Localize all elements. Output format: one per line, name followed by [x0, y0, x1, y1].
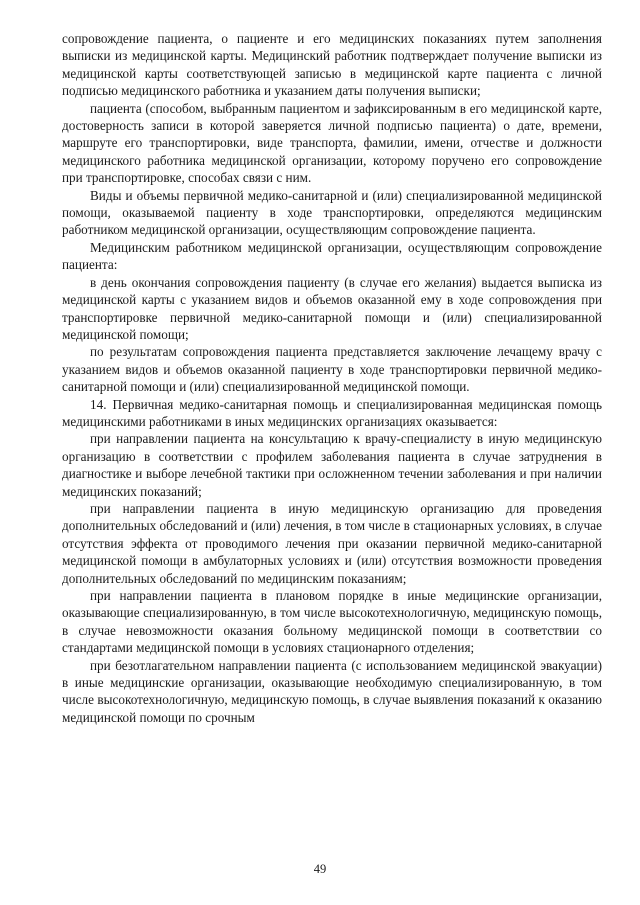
paragraph-5: в день окончания сопровождения пациенту (в случае его желания) выдается выписка из медицинской карты с указанием видов и объемов оказанной ему в ходе сопровождения при транспортировке первичной медико-санитарной помощи и (или) специализированной медицинской помощи;	[62, 274, 602, 342]
paragraph-10: при направлении пациента в плановом порядке в иные медицинские организации, оказывающие специализированную, в том числе высокотехнологичную, медицинскую помощь, в случае невозможности оказания больному медицинской помощи в соответствии со стандартами медицинской помощи в условиях стационарного отделения;	[62, 588, 602, 656]
paragraph-7: 14. Первичная медико-санитарная помощь и специализированная медицинская помощь медицинскими работниками в иных медицинских организациях оказывается:	[62, 396, 602, 429]
document-body	[62, 30, 602, 726]
paragraph-2: пациента (способом, выбранным пациентом и зафиксированным в его медицинской карте, достоверность записи в которой заверяется личной подписью пациента) о дате, времени, маршруте его транспортировки, виде транспорта, фамилии, имени, отчестве и должности медицинского работника медицинской организации, которому поручено его сопровождение при транспортировке, способах связи с ним.	[62, 100, 602, 186]
paragraph-4: Медицинским работником медицинской организации, осуществляющим сопровождение пациента:	[62, 239, 602, 273]
paragraph-6: по результатам сопровождения пациента представляется заключение лечащему врачу с указанием видов и объемов оказанной пациенту в ходе транспортировки первичной медико-санитарной помощи и (или) специализированной медицинской помощи.	[62, 344, 602, 395]
page-number: 49	[313, 862, 327, 876]
paragraph-11: при безотлагательном направлении пациента (с использованием медицинской эвакуации) в иные медицинские организации, оказывающие необходимую специализированную, в том числе высокотехнологичную, медицинскую помощь, в случае выявления показаний к оказанию медицинской помощи по срочным	[62, 657, 602, 725]
paragraph-3: Виды и объемы первичной медико-санитарной и (или) специализированной медицинской помощи, оказываемой пациенту в ходе транспортировки, определяются медицинским работником медицинской организации, осуществляющим сопровождение пациента.	[62, 187, 602, 238]
paragraph-9: при направлении пациента в иную медицинскую организацию для проведения дополнительных обследований и (или) лечения, в том числе в стационарных условиях, в случае отсутствия эффекта от проводимого лечения при оказании первичной медико-санитарной медицинской помощи в амбулаторных условиях и (или) отсутствия возможности проведения дополнительных обследований по медицинским показаниям;	[62, 500, 602, 586]
paragraph-1: сопровождение пациента, о пациенте и его медицинских показаниях путем заполнения выписки из медицинской карты. Медицинский работник подтверждает получение выписки из медицинской карты соответствующей записью в медицинской карте пациента с личной подписью медицинского работника и указанием даты получения выписки;	[62, 31, 602, 99]
paragraph-8: при направлении пациента на консультацию к врачу-специалисту в иную медицинскую организацию в соответствии с профилем заболевания пациента в случае затруднения в диагностике и выборе лечебной тактики при осложненном течении заболевания и при наличии медицинских показаний;	[62, 431, 602, 499]
